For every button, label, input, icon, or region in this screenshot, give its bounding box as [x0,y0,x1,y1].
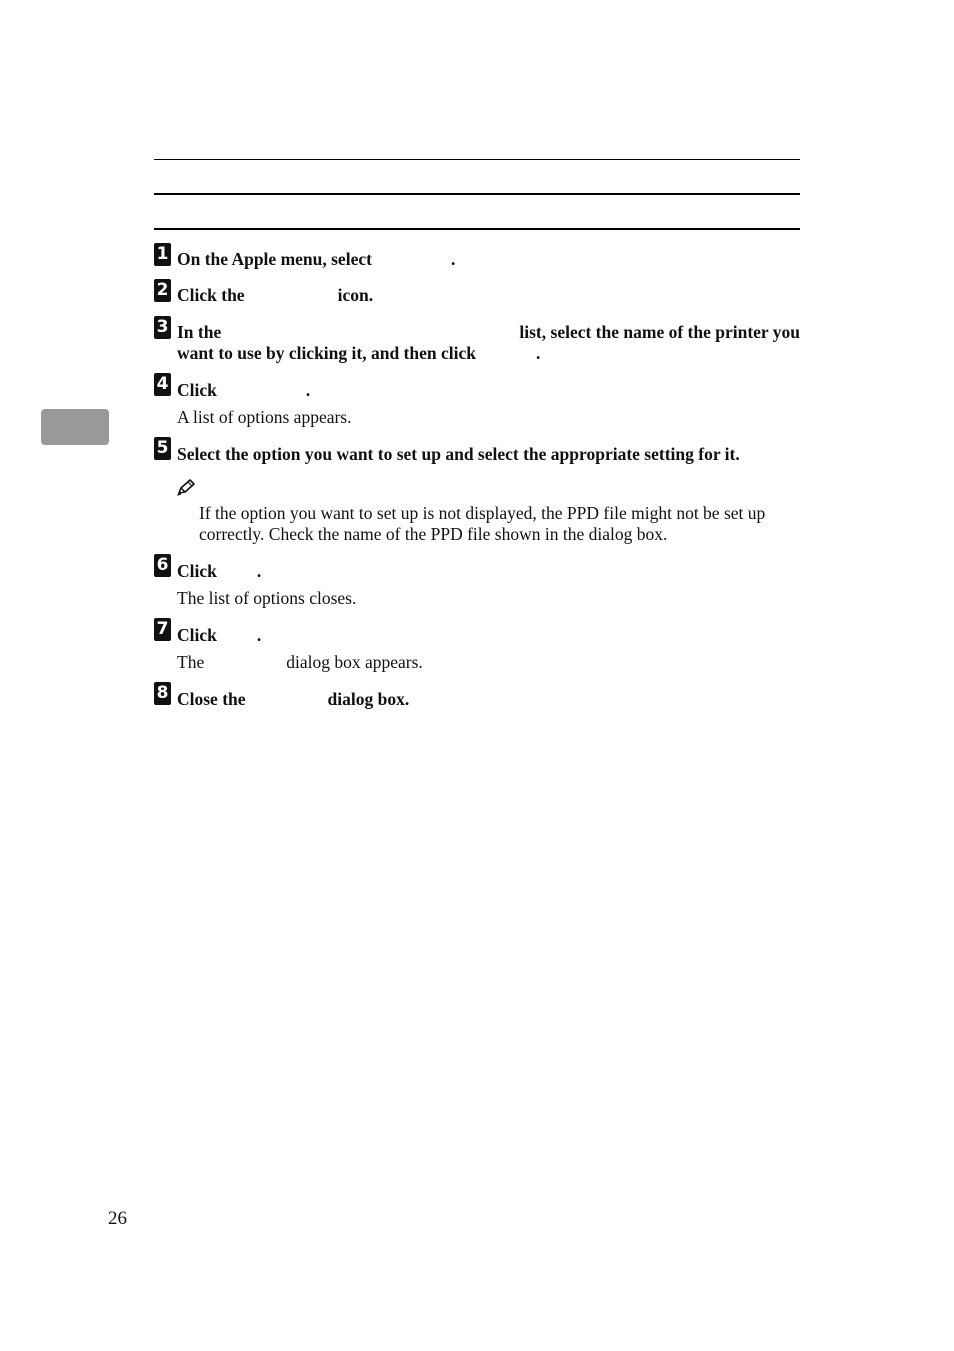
note-text: If the option you want to set up is not displayed, the PPD file might not be set up correctly. Check the name of the PPD file shown in the dialog box. [199,503,766,544]
step-6-text: Click . [177,561,262,581]
step-number-2: 2 [154,279,171,302]
step-4-text: Click . [177,380,311,400]
step-7-result: The dialog box appears. [177,652,423,672]
pencil-note-icon [176,478,196,496]
chapter-tab [41,409,109,445]
step-number-3: 3 [154,316,171,339]
step-3-line-1: In the list, select the name of the printer you [177,322,800,342]
header-rule-middle [154,193,800,195]
step-6-result: The list of options closes. [177,588,357,608]
step-number-4: 4 [154,373,171,396]
step-number-8: 8 [154,682,171,705]
step-3-line-2: want to use by clicking it, and then click . [177,343,541,363]
step-1-text: On the Apple menu, select . [177,249,456,269]
step-number-6: 6 [154,554,171,577]
step-7-text: Click . [177,625,262,645]
step-number-5: 5 [154,437,171,460]
step-2-text: Click the icon. [177,285,374,305]
page-number: 26 [108,1208,127,1229]
step-number-7: 7 [154,618,171,641]
step-4-result: A list of options appears. [177,407,352,427]
header-rule-top [154,159,800,160]
step-5-text: Select the option you want to set up and select the appropriate setting for it. [177,444,740,464]
header-rule-bottom [154,228,800,230]
step-number-1: 1 [154,243,171,266]
step-8-text: Close the dialog box. [177,689,410,709]
